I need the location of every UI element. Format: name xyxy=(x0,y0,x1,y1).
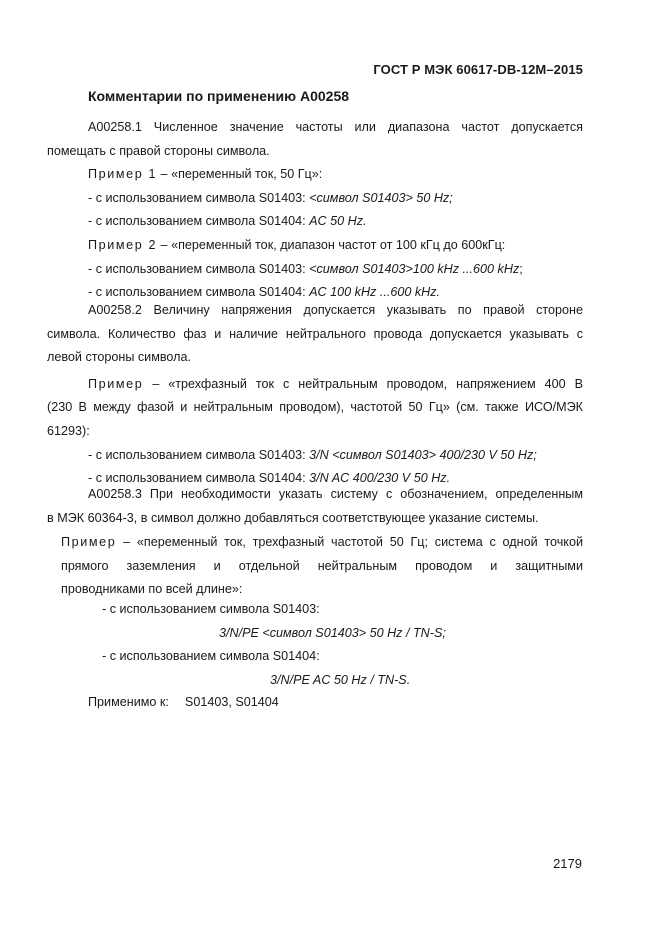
example-1-heading xyxy=(47,163,583,187)
example-line xyxy=(47,258,583,282)
symbol-notation: <символ S01403>100 kHz ...600 kHz xyxy=(309,261,520,276)
paragraph-line: A00258.1 Численное значение частоты или диапазона частот допускается xyxy=(88,120,583,134)
example-label: Пример 2 xyxy=(88,237,158,252)
example-line xyxy=(47,187,583,211)
page-number: 2179 xyxy=(553,856,582,871)
example-label: Пример 1 xyxy=(88,167,158,182)
example-line-prefix: - с использованием символа S01403: xyxy=(88,447,310,462)
example-text: – «переменный ток, диапазон частот от 100 кГц до 600кГц: xyxy=(157,237,506,252)
paragraph-line: 61293): xyxy=(47,423,90,438)
applicable-to xyxy=(88,691,279,715)
example-text: – «переменный ток, 50 Гц»: xyxy=(157,167,323,182)
example-line xyxy=(47,210,583,234)
paragraph-line: в МЭК 60364-3, в символ должно добавляться соответствующее указание системы. xyxy=(47,510,539,525)
example-line-prefix: - с использованием символа S01404: xyxy=(88,214,310,229)
symbol-notation: AC 100 kHz ...600 kHz. xyxy=(309,285,441,300)
paragraph-line: проводниками по всей длине»: xyxy=(61,582,243,597)
paragraph-line: A00258.3 При необходимости указать систему с обозначением, определенным xyxy=(88,487,583,501)
symbol-notation: 3/N <символ S01403> 400/230 V 50 Hz; xyxy=(309,447,537,462)
section-heading: Комментарии по применению A00258 xyxy=(88,88,350,104)
paragraph-line: A00258.2 Величину напряжения допускается указывать по правой стороне xyxy=(88,303,583,317)
example-label: Пример xyxy=(61,535,117,549)
applicable-value: S01403, S01404 xyxy=(184,695,279,709)
example-line: - с использованием символа S01403: xyxy=(102,602,320,616)
symbol-notation: AC 50 Hz. xyxy=(309,214,367,229)
symbol-notation: 3/N AC 400/230 V 50 Hz. xyxy=(309,471,451,486)
paragraph-line: символа. Количество фаз и наличие нейтрального провода допускается указывать с xyxy=(47,326,583,341)
example-line xyxy=(47,444,583,468)
symbol-notation: 3/N/PE <символ S01403> 50 Hz / TN-S; xyxy=(219,626,446,640)
example-line-prefix: - с использованием символа S01404: xyxy=(88,285,310,300)
example-text: – «трехфазный ток с нейтральным проводом, напряжением 400 В xyxy=(143,376,583,391)
paragraph-line: прямого заземления и отдельной нейтральным проводом и защитными xyxy=(61,558,583,573)
example-heading xyxy=(61,531,583,555)
example-label: Пример xyxy=(88,376,144,391)
paragraph-line: левой стороны символа. xyxy=(47,350,191,365)
comment-a00258-3 xyxy=(47,483,583,530)
example-heading xyxy=(47,373,583,397)
symbol-notation: <символ S01403> 50 Hz; xyxy=(309,190,453,205)
comment-a00258-1 xyxy=(47,116,583,305)
example-line-prefix: - с использованием символа S01404: xyxy=(88,471,310,486)
symbol-notation: 3/N/PE AC 50 Hz / TN-S. xyxy=(270,673,411,687)
document-code: ГОСТ Р МЭК 60617-DB-12M–2015 xyxy=(373,62,583,77)
example-line-prefix: - с использованием символа S01403: xyxy=(88,261,310,276)
comment-a00258-3-example xyxy=(61,531,583,602)
example-text: – «переменный ток, трехфазный частотой 50 Гц; система с одной точкой xyxy=(116,535,583,549)
comment-a00258-2 xyxy=(47,299,583,491)
paragraph-line: (230 В между фазой и нейтральным проводом), частотой 50 Гц» (см. также ИСО/МЭК xyxy=(47,400,583,415)
example-2-heading xyxy=(47,234,583,258)
applicable-label: Применимо к: xyxy=(88,695,169,709)
paragraph-line: помещать с правой стороны символа. xyxy=(47,143,270,158)
example-line-prefix: - с использованием символа S01403: xyxy=(88,190,310,205)
example-line-suffix: ; xyxy=(519,261,523,276)
example-line: - с использованием символа S01404: xyxy=(102,649,320,663)
